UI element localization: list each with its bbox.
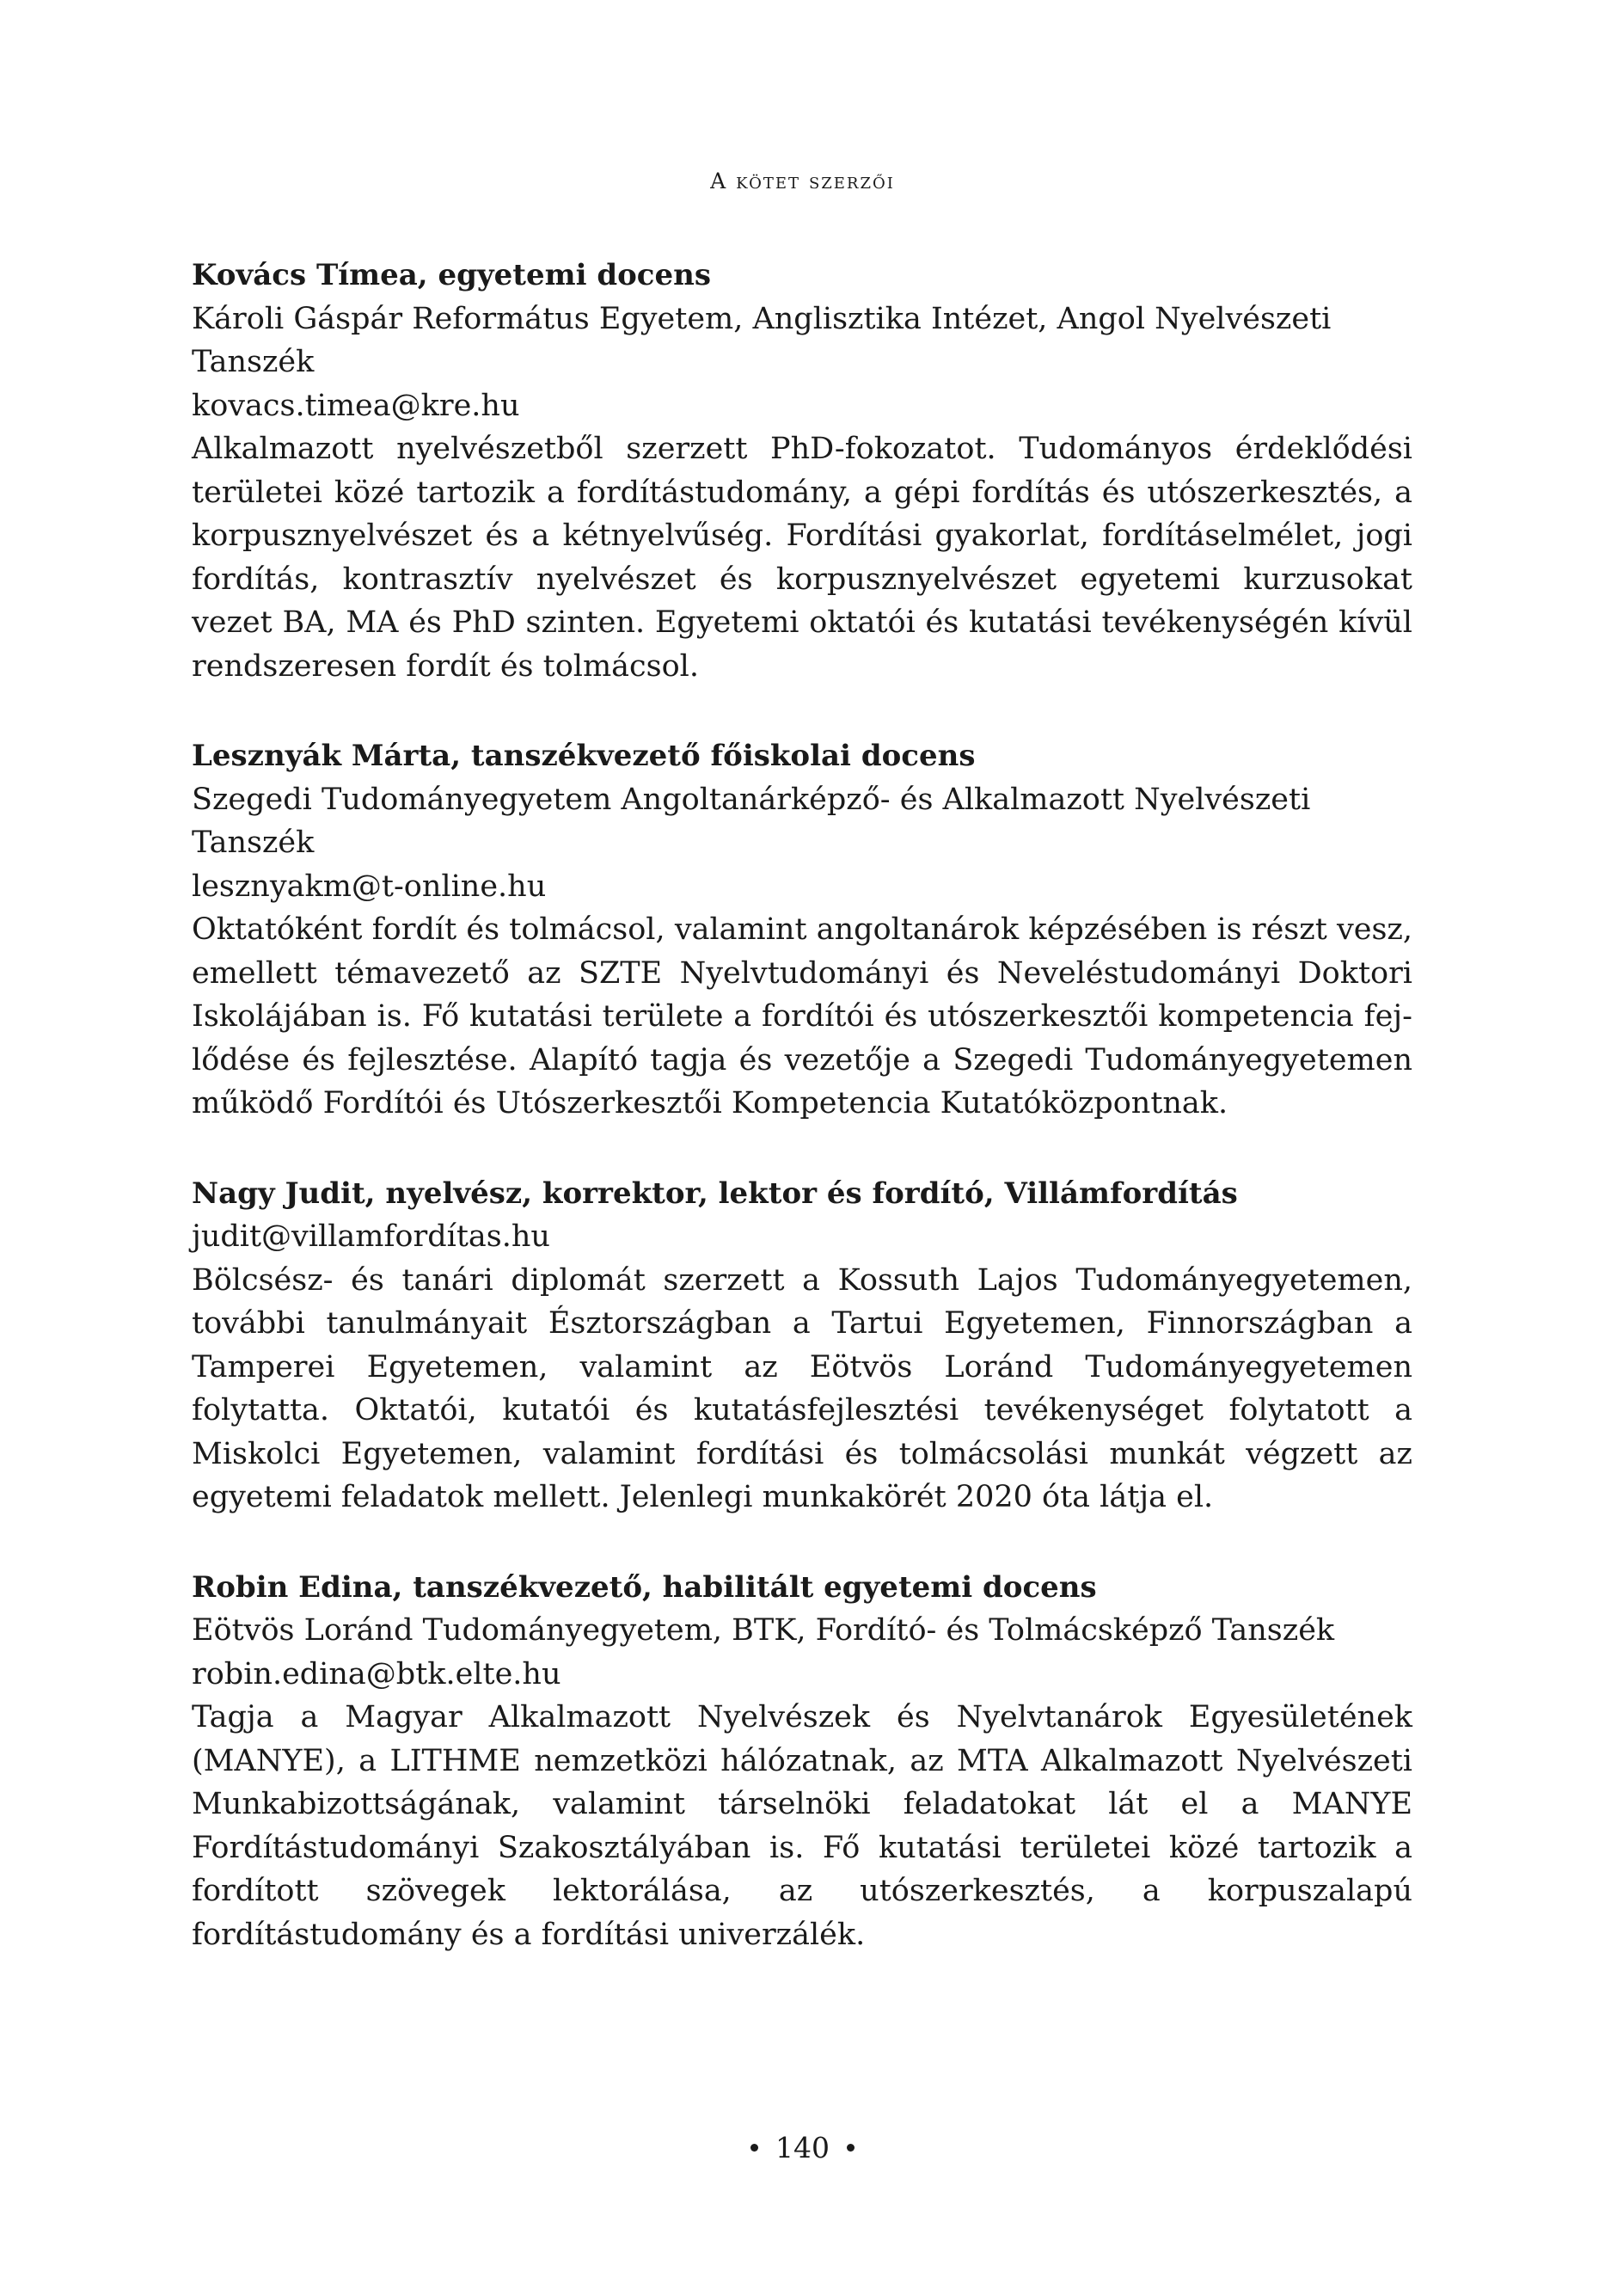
- author-bio: Alkalmazott nyelvészetből szerzett PhD-fokozatot. Tudományos érdeklődési területei közé tartozik a fordítástudomány, a gépi fordítás és utószerkesztés, a korpusznyelvészet és a kétnyelvűség. Fordítási gyakorlat, fordításelmélet, jogi fordítás, kontrasztív nyelvészet és korpusznyelvészet egyetemi kurzusokat vezet BA, MA és PhD szinten. Egyetemi oktatói és kutatási tevékenységén kívül rendszeresen fordít és tolmácsol.: [192, 432, 1412, 684]
- bullet-icon: [750, 2144, 758, 2152]
- author-affiliation: Károli Gáspár Református Egyetem, Anglisztika Intézet, Angol Nyelvészeti Tanszék: [192, 301, 1332, 379]
- author-name: Nagy Judit, nyelvész, korrektor, lektor és fordító, Villámfordítás: [192, 1176, 1238, 1211]
- page-number: [0, 2131, 1605, 2164]
- author-bio: Oktatóként fordít és tolmácsol, valamint angoltanárok képzésében is részt vesz, emellett témavezető az SZTE Nyelvtudományi és Neveléstudományi Doktori Iskolájában is. Fő kutatási területe a fordítói és utószerkesztői kompetencia fejlődése és fejlesztése. Alapító tagja és vezetője a Szegedi Tudományegyetemen működő Fordítói és Utószerkesztői Kompetencia Kutatóközpontnak.: [192, 912, 1412, 1120]
- author-entry-robin: [192, 1566, 1412, 1957]
- author-affiliation: Szegedi Tudományegyetem Angoltanárképző- és Alkalmazott Nyelvészeti Tanszék: [192, 782, 1311, 860]
- author-entry-lesznyak: [192, 734, 1412, 1126]
- author-bio: Bölcsész- és tanári diplomát szerzett a Kossuth Lajos Tudományegyetemen, további tanulmányait Észtországban a Tartui Egyetemen, Finnországban a Tamperei Egyetemen, valamint az Eötvös Loránd Tudományegyetemen folytatta. Oktatói, kutatói és kutatásfejlesztési tevékenységet folytatott a Miskolci Egyetemen, valamint fordítási és tolmácsolási munkát végzett az egyetemi feladatok mellett. Jelenlegi munkakörét 2020 óta látja el.: [192, 1262, 1412, 1514]
- running-head: A kötet szerzői: [710, 169, 895, 193]
- page-number-value: 140: [775, 2131, 830, 2164]
- author-name: Kovács Tímea, egyetemi docens: [192, 258, 711, 292]
- author-email: judit@villamfordítas.hu: [192, 1219, 550, 1254]
- author-email: kovacs.timea@kre.hu: [192, 388, 520, 423]
- author-affiliation: Eötvös Loránd Tudományegyetem, BTK, Fordító- és Tolmácsképző Tanszék: [192, 1613, 1335, 1648]
- author-email: lesznyakm@t-online.hu: [192, 869, 547, 904]
- bullet-icon: [847, 2144, 855, 2152]
- author-email: robin.edina@btk.elte.hu: [192, 1656, 561, 1691]
- author-name: Robin Edina, tanszékvezető, habilitált egyetemi docens: [192, 1569, 1097, 1605]
- author-entry-nagy: [192, 1172, 1412, 1519]
- author-list: [192, 254, 1412, 2003]
- author-name: Lesznyák Márta, tanszékvezető főiskolai docens: [192, 739, 976, 773]
- author-entry-kovacs: [192, 254, 1412, 688]
- author-bio: Tagja a Magyar Alkalmazott Nyelvészek és Nyelvtanárok Egyesületének (MANYE), a LITHME nemzetközi hálózatnak, az MTA Alkalmazott Nyelvészeti Munkabizottságának, valamint társelnöki feladatokat lát el a MANYE Fordítástudományi Szakosztályában is. Fő kutatási területei közé tartozik a fordított szövegek lektorálása, az utószerkesztés, a korpuszalapú fordítástudomány és a fordítási univerzálék.: [192, 1700, 1412, 1952]
